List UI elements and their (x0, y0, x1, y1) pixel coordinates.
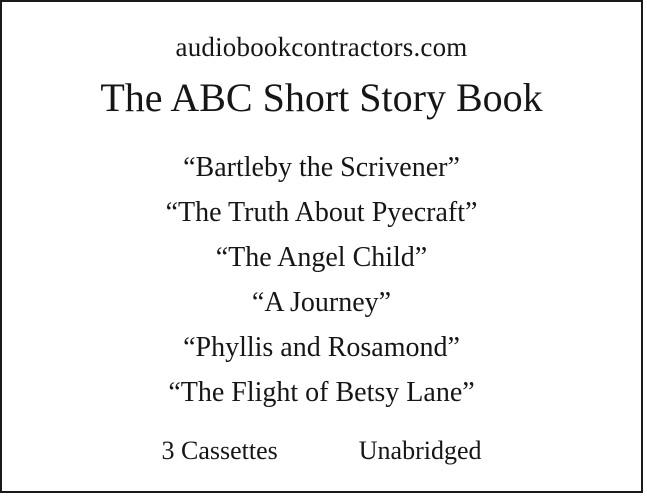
story-title: “Bartleby the Scrivener” (183, 152, 460, 183)
story-title: “A Journey” (251, 287, 392, 318)
story-title: “The Angel Child” (215, 242, 428, 273)
cover-title: The ABC Short Story Book (100, 75, 543, 120)
story-title: “Phyllis and Rosamond” (183, 332, 460, 363)
story-title: “The Truth About Pyecraft” (165, 197, 478, 228)
edition-label: Unabridged (358, 436, 482, 465)
story-list (2, 145, 641, 415)
story-title: “The Flight of Betsy Lane” (168, 377, 475, 408)
publisher-website: audiobookcontractors.com (175, 32, 468, 62)
format-row (2, 438, 641, 464)
cassette-count: 3 Cassettes (161, 436, 278, 465)
